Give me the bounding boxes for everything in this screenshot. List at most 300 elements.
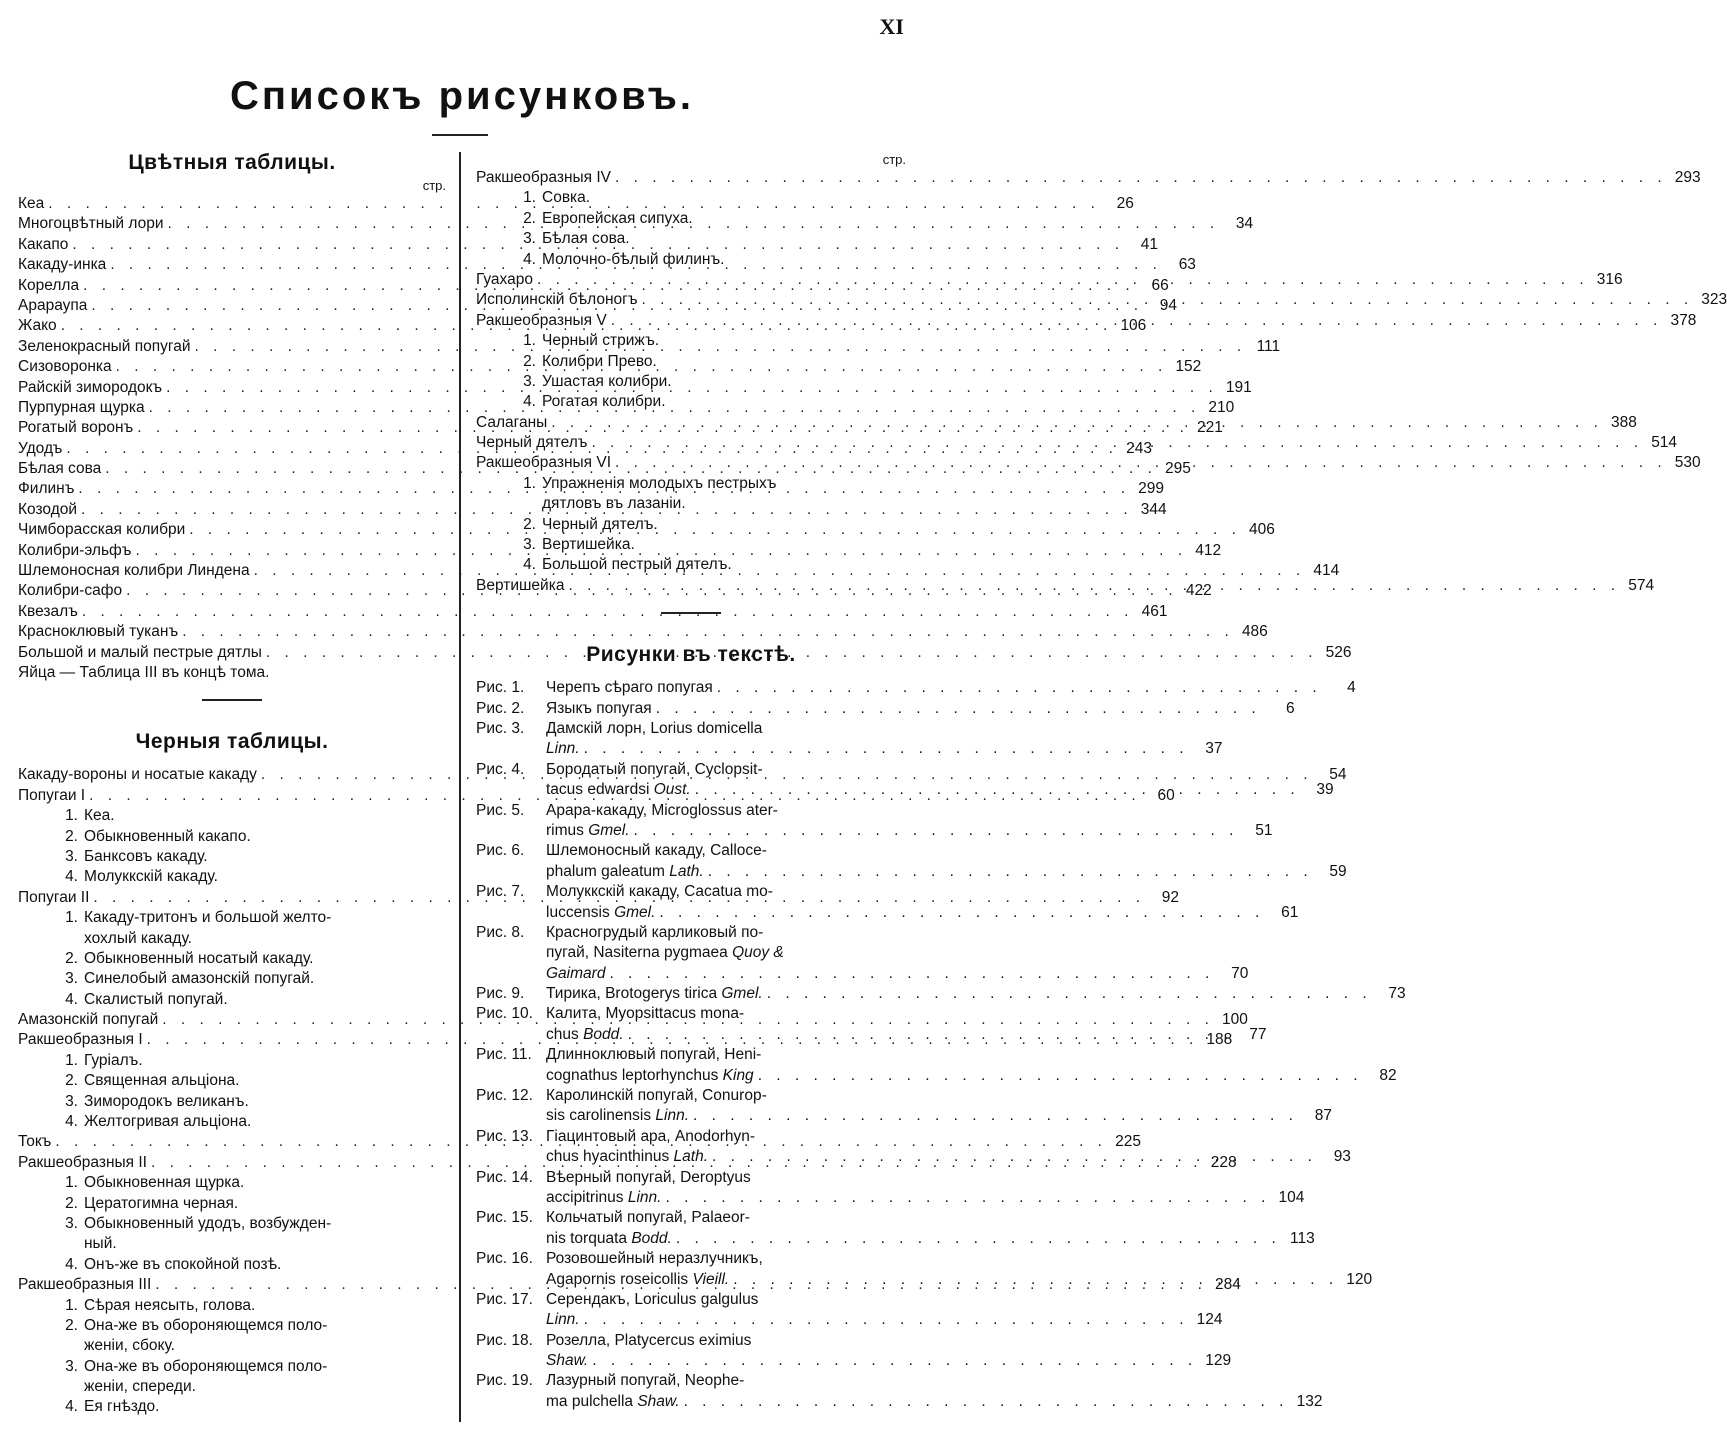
entry-label: Филинъ — [18, 480, 75, 498]
plate-subitem — [18, 1234, 446, 1254]
caption-line — [546, 1045, 1397, 1065]
caption-line — [546, 1331, 1231, 1351]
entry-page: 323 — [1701, 291, 1727, 309]
figure-number: Рис. 16. — [476, 1250, 533, 1268]
caption-text — [546, 1045, 761, 1065]
entry-page: 111 — [1256, 337, 1281, 355]
entry-page: 388 — [1611, 413, 1637, 431]
caption-segment: Agapornis roseicollis — [546, 1270, 693, 1288]
caption-line — [546, 1127, 1351, 1147]
figure-caption — [546, 1045, 1397, 1086]
section-divider — [661, 612, 721, 614]
caption-segment: Длинноклювый попугай, Heni- — [546, 1046, 762, 1064]
plate-subitem — [18, 1051, 446, 1071]
subitem-number: 1. — [65, 1051, 78, 1069]
figure-caption — [546, 719, 1223, 760]
subitem-text: Большой пестрый дятелъ. — [542, 556, 732, 574]
entry-page: 210 — [1208, 398, 1235, 416]
subitem-number: 1. — [523, 332, 536, 350]
figure-number: Рис. 4. — [476, 760, 525, 778]
subitem-text: хохлый какаду. — [84, 929, 192, 947]
figure-page: 61 — [1281, 903, 1299, 921]
subitem-text: Она-же въ обороняющемся поло- — [84, 1316, 328, 1334]
plate-subitem — [476, 535, 906, 555]
subitem-text: Обыкновенный удодъ, возбужден- — [84, 1214, 332, 1232]
caption-line — [546, 1351, 1231, 1371]
caption-segment: chus hyacinthinus — [546, 1148, 674, 1166]
figure-caption — [546, 1086, 1332, 1127]
leader-dots — [695, 780, 1300, 800]
plate-subitem — [476, 331, 906, 351]
figure-caption — [546, 1290, 1223, 1331]
subitem-text: Скалистый попугай. — [84, 990, 228, 1008]
plate-subitem — [18, 1112, 446, 1132]
caption-segment: Калита, Myopsittacus mona- — [546, 1005, 745, 1023]
caption-line — [546, 862, 1347, 882]
leader-dots — [767, 984, 1372, 1004]
subitem-number: 3. — [523, 372, 536, 390]
entry-label: Сизоворонка — [18, 358, 112, 376]
caption-segment: rimus — [546, 821, 589, 839]
caption-line — [546, 903, 1298, 923]
plate-subitem — [18, 969, 446, 989]
caption-line — [546, 780, 1334, 800]
figure-number: Рис. 11. — [476, 1046, 532, 1064]
entry-label: Какаду-инка — [18, 256, 107, 274]
entry-page: 106 — [1120, 317, 1147, 335]
entry-label: Какапо — [18, 235, 69, 253]
figure-caption — [546, 678, 1356, 698]
caption-line — [546, 1208, 1315, 1228]
subitem-text: Банксовъ какаду. — [84, 847, 208, 865]
caption-text — [546, 1004, 744, 1024]
figure-number: Рис. 10. — [476, 1005, 533, 1023]
author-name: King — [722, 1066, 754, 1084]
figure-entry — [476, 1331, 1232, 1372]
entry-page: 293 — [1674, 169, 1701, 186]
entry-page: 486 — [1241, 623, 1268, 641]
subitem-text: Вертишейка. — [542, 536, 635, 554]
caption-text — [546, 1127, 755, 1147]
plate-subitem — [18, 827, 446, 847]
caption-segment: Тирика, Brotogerys tirica — [546, 985, 722, 1003]
leader-dots — [717, 678, 1322, 698]
plate-subitem — [18, 1316, 446, 1336]
caption-text — [546, 841, 767, 861]
plate-subitem — [476, 229, 906, 249]
caption-text — [546, 1331, 751, 1351]
leader-dots — [584, 1310, 1189, 1330]
figure-caption — [546, 1127, 1351, 1168]
entry-label: Попугаи II — [18, 888, 90, 906]
figure-caption — [546, 1249, 1372, 1290]
figure-number: Рис. 13. — [476, 1127, 533, 1145]
caption-segment: chus — [546, 1025, 584, 1043]
leader-dots — [609, 964, 1214, 984]
subitem-number: 4. — [523, 250, 536, 268]
figure-number: Рис. 12. — [476, 1087, 533, 1105]
subitem-text: Черный стрижъ. — [542, 332, 660, 350]
plate-subitem — [18, 1214, 446, 1234]
plate-subitem — [18, 908, 446, 928]
author-name: Shaw. — [546, 1352, 589, 1370]
figure-page: 77 — [1249, 1025, 1267, 1043]
leader-dots — [708, 862, 1313, 882]
caption-text — [546, 780, 691, 800]
leader-dots — [642, 290, 1694, 310]
figure-entry — [476, 841, 1347, 882]
leader-dots — [591, 433, 1643, 453]
plate-subitem — [476, 474, 906, 494]
caption-segment: Красногрудый карликовый по- — [546, 923, 764, 941]
author-name: Vieill. — [692, 1270, 730, 1288]
entry-label: Попугаи I — [18, 786, 86, 804]
entry-page: 66 — [1151, 276, 1169, 294]
caption-text — [546, 882, 773, 902]
subitem-number: 2. — [65, 949, 78, 967]
caption-line — [546, 1004, 1267, 1024]
entry-page: 94 — [1159, 296, 1178, 314]
caption-text — [546, 1188, 661, 1208]
subitem-number: 2. — [65, 1194, 78, 1212]
subitem-text: Колибри Прево. — [542, 352, 657, 370]
figure-page: 4 — [1347, 679, 1356, 697]
figure-page: 120 — [1346, 1270, 1373, 1288]
subitem-text: женіи, сбоку. — [84, 1337, 175, 1355]
entry-label: Чимборасская колибри — [18, 521, 186, 539]
entry-label: Черный дятелъ — [476, 434, 588, 452]
figure-caption — [546, 760, 1334, 801]
black-tables-heading: Черныя таблицы. — [135, 730, 329, 754]
figure-page: 129 — [1205, 1352, 1232, 1370]
subitem-text: Ушастая колибри. — [542, 372, 672, 390]
entry-page: 316 — [1596, 270, 1623, 288]
plate-subitem — [476, 352, 906, 372]
figure-entry — [476, 801, 1273, 842]
subitem-number: 3. — [523, 536, 536, 554]
author-name: Gaimard — [546, 964, 606, 982]
caption-line — [546, 678, 1356, 698]
entry-page: 60 — [1157, 786, 1175, 804]
subitem-text: Молуккскій какаду. — [84, 868, 218, 886]
caption-segment: Розелла, Platycercus eximius — [546, 1331, 752, 1349]
entry-page: 92 — [1161, 888, 1180, 906]
plate-subitem — [476, 392, 906, 412]
caption-text — [546, 821, 630, 841]
subitem-text: Она-же въ обороняющемся поло- — [84, 1357, 328, 1375]
author-name: Oust. — [653, 781, 691, 799]
author-name: Gmel. — [614, 903, 656, 921]
caption-segment: cognathus leptorhynchus — [546, 1066, 723, 1084]
caption-text — [546, 719, 762, 739]
subitem-number: 4. — [65, 990, 78, 1008]
caption-segment: Каролинскій попугай, Conurop- — [546, 1087, 767, 1105]
figure-caption — [546, 699, 1295, 719]
subitem-number: 2. — [65, 1072, 78, 1090]
plate-subitem — [476, 515, 906, 535]
subitem-number: 1. — [65, 807, 78, 825]
subitem-text: женіи, спереди. — [84, 1378, 196, 1396]
entry-label: Райскій зимородокъ — [18, 378, 163, 396]
caption-line — [546, 841, 1347, 861]
figure-page: 6 — [1286, 699, 1295, 717]
entry-page: 41 — [1140, 235, 1159, 253]
figure-page: 113 — [1290, 1229, 1315, 1247]
entry-label: Колибри-сафо — [18, 582, 123, 600]
subitem-number: 4. — [65, 868, 78, 886]
figure-page: 104 — [1278, 1188, 1305, 1206]
leader-dots — [615, 453, 1667, 473]
subitem-text: Обыкновенный какапо. — [84, 827, 251, 845]
caption-line — [546, 923, 1248, 943]
figure-caption — [546, 1331, 1231, 1372]
caption-segment: Серендакъ, Loriculus galgulus — [546, 1290, 759, 1308]
figure-number: Рис. 17. — [476, 1290, 533, 1308]
leader-dots — [676, 1229, 1281, 1249]
author-name: Linn. — [546, 1311, 580, 1329]
caption-line — [546, 1290, 1223, 1310]
plate-subitem — [18, 929, 446, 949]
subitem-text: Бѣлая сова. — [542, 230, 630, 248]
leader-dots — [712, 1147, 1317, 1167]
subitem-text: Совка. — [542, 189, 591, 207]
plate-subitem — [18, 1255, 446, 1275]
figure-entry — [476, 1045, 1397, 1086]
entry-label: Гуахаро — [476, 270, 533, 288]
subitem-number: 2. — [523, 515, 536, 533]
page-column-label: стр. — [422, 178, 446, 193]
caption-line — [546, 719, 1223, 739]
figure-number: Рис. 3. — [476, 719, 525, 737]
caption-segment: Шлемоносный какаду, Calloce- — [546, 842, 767, 860]
entry-page: 406 — [1249, 521, 1275, 539]
entry-label: Козодой — [18, 500, 78, 518]
page-column-label: стр. — [882, 152, 906, 167]
caption-segment: Бородатый попугай, Cyclopsit- — [546, 760, 763, 778]
caption-text — [546, 1229, 672, 1249]
caption-segment: Лазурный попугай, Neophe- — [546, 1372, 745, 1390]
subitem-number: 4. — [65, 1255, 78, 1273]
leader-dots — [758, 1066, 1363, 1086]
caption-text — [546, 1106, 689, 1126]
subitem-text: Желтогривая альціона. — [84, 1113, 252, 1131]
subitem-number: 2. — [65, 827, 78, 845]
figure-entry — [476, 1208, 1315, 1249]
plate-entry — [476, 168, 1701, 188]
figure-entry — [476, 1086, 1332, 1127]
subitem-number: 1. — [65, 909, 78, 927]
leader-dots — [733, 1270, 1338, 1290]
caption-segment: Арара-какаду, Microglossus ater- — [546, 801, 778, 819]
entry-page: 228 — [1210, 1153, 1237, 1171]
caption-segment: nis torquata — [546, 1229, 632, 1247]
color-plate-entry — [18, 602, 1168, 622]
entry-page: 414 — [1313, 562, 1340, 580]
subitem-text: Синелобый амазонскій попугай. — [84, 970, 315, 988]
caption-line — [546, 1188, 1304, 1208]
subitem-text: Гуріалъ. — [84, 1051, 143, 1069]
plate-subitem — [18, 847, 446, 867]
caption-segment: Молуккскій какаду, Cacatua mo- — [546, 883, 773, 901]
plate-subitem — [18, 806, 446, 826]
caption-segment: пугай, Nasiterna pygmaea — [546, 944, 733, 962]
plate-subitem — [18, 1071, 446, 1091]
entry-page: 63 — [1178, 256, 1196, 274]
subitem-text: Молочно-бѣлый филинъ. — [542, 250, 725, 268]
leader-dots — [611, 311, 1663, 331]
entry-page: 243 — [1126, 439, 1152, 457]
entry-label: Ракшеобразныя V — [476, 311, 607, 329]
entry-label: Бѣлая сова — [18, 460, 102, 478]
entry-label: Удодъ — [18, 439, 63, 457]
subitem-text: Обыкновенный носатый какаду. — [84, 949, 314, 967]
figure-caption — [546, 1371, 1322, 1412]
figure-caption — [546, 1168, 1304, 1209]
caption-text — [546, 1168, 751, 1188]
entry-page: 422 — [1185, 582, 1212, 600]
leader-dots — [684, 1392, 1289, 1412]
page-title: Списокъ рисунковъ. — [229, 74, 695, 118]
entry-page: 530 — [1674, 454, 1701, 472]
figure-number: Рис. 18. — [476, 1331, 533, 1349]
caption-line — [546, 821, 1272, 841]
caption-text — [546, 1208, 750, 1228]
caption-text — [546, 1066, 754, 1086]
caption-segment: Вѣерный попугай, Deroptyus — [546, 1168, 751, 1186]
caption-line — [546, 1106, 1332, 1126]
entry-page: 221 — [1197, 419, 1223, 437]
leader-dots — [656, 699, 1261, 719]
caption-text — [546, 801, 778, 821]
entry-label: Амазонскій попугай — [18, 1011, 159, 1029]
caption-text — [546, 1249, 763, 1269]
figure-page: 87 — [1314, 1107, 1332, 1125]
entry-label: Арараупа — [18, 296, 88, 314]
caption-segment: Розовошейный неразлучникъ, — [546, 1250, 763, 1268]
figure-entry — [476, 1371, 1323, 1412]
figure-number: Рис. 2. — [476, 699, 525, 717]
subitem-number: 3. — [65, 1357, 78, 1375]
caption-segment: Кольчатый попугай, Palaeor- — [546, 1209, 750, 1227]
figure-number: Рис. 15. — [476, 1209, 533, 1227]
entry-label: Ракшеобразныя VI — [476, 454, 611, 472]
author-name: Lath. — [673, 1148, 709, 1166]
author-name: Bodd. — [583, 1025, 624, 1043]
subitem-number: 3. — [65, 847, 78, 865]
plate-subitem — [18, 1397, 446, 1417]
title-divider — [432, 134, 488, 136]
subitem-text: Сѣрая неясыть, голова. — [84, 1296, 256, 1314]
entry-label: Большой и малый пестрые дятлы — [18, 643, 262, 661]
leader-dots — [665, 1188, 1270, 1208]
plate-subitem — [18, 990, 446, 1010]
entry-label: Красноклювый туканъ — [18, 623, 179, 641]
leader-dots — [551, 413, 1603, 433]
figure-page: 59 — [1329, 862, 1347, 880]
entry-page: 295 — [1165, 460, 1191, 478]
subitem-text: Черный дятелъ. — [542, 515, 658, 533]
figure-caption — [546, 1208, 1315, 1249]
subitem-text: Зимородокъ великанъ. — [84, 1092, 249, 1110]
figure-page: 39 — [1316, 781, 1334, 799]
entry-label: Пурпурная щурка — [18, 398, 145, 416]
caption-line — [546, 1229, 1315, 1249]
caption-line — [546, 1392, 1322, 1412]
caption-text — [546, 1147, 708, 1167]
entry-page: 514 — [1651, 434, 1678, 452]
entry-label: Ракшеобразныя IV — [476, 169, 611, 186]
caption-line — [546, 984, 1406, 1004]
plate-subitem — [476, 188, 906, 208]
entry-page: 26 — [1116, 195, 1134, 212]
figure-entry — [476, 1168, 1305, 1209]
caption-line — [546, 1066, 1397, 1086]
figure-page: 70 — [1231, 964, 1249, 982]
caption-segment: phalum galeatum — [546, 862, 670, 880]
entry-label: Исполинскій бѣлоногъ — [476, 291, 638, 309]
subitem-number: 4. — [65, 1113, 78, 1131]
text-figures-heading: Рисунки въ текстѣ. — [586, 643, 796, 667]
author-name: Gmel. — [588, 821, 630, 839]
plate-subitem — [18, 867, 446, 887]
subitem-number: 2. — [523, 352, 536, 370]
subitem-text: дятловъ въ лазаніи. — [542, 495, 686, 513]
caption-text — [546, 1290, 758, 1310]
author-name: Linn. — [627, 1188, 662, 1206]
figure-caption — [546, 923, 1248, 984]
entry-page: 34 — [1235, 215, 1254, 233]
figure-caption — [546, 1004, 1267, 1045]
caption-segment: Черепъ сѣраго попугая — [546, 679, 713, 697]
subitem-number: 3. — [523, 230, 536, 248]
entry-label: Рогатый воронъ — [18, 419, 134, 437]
plate-subitem — [476, 250, 906, 270]
entry-label: Квезалъ — [18, 602, 78, 620]
subitem-text: Кеа. — [84, 807, 115, 825]
figure-number: Рис. 7. — [476, 883, 525, 901]
color-plate-entry — [18, 622, 1268, 642]
caption-line — [546, 699, 1295, 719]
leader-dots — [634, 821, 1239, 841]
caption-segment: Дамскій лорн, Lorius domicella — [546, 719, 763, 737]
plate-subitem — [18, 1377, 446, 1397]
subitem-text: Какаду-тритонъ и большой желто- — [84, 909, 332, 927]
plate-subitem — [18, 1336, 446, 1356]
figure-entry — [476, 923, 1249, 984]
caption-line — [546, 1086, 1332, 1106]
entry-label: Ракшеобразныя III — [18, 1276, 152, 1294]
caption-text — [546, 943, 784, 963]
figure-number: Рис. 8. — [476, 923, 525, 941]
figure-number: Рис. 19. — [476, 1372, 533, 1390]
subitem-text: Упражненія молодыхъ пестрыхъ — [542, 474, 777, 492]
entry-label: Ракшеобразныя II — [18, 1153, 147, 1171]
leader-dots — [628, 1025, 1233, 1045]
subitem-number: 3. — [65, 1214, 78, 1232]
caption-text — [546, 1086, 767, 1106]
plate-subitem — [476, 494, 906, 514]
leader-dots — [592, 1351, 1197, 1371]
leader-dots — [659, 903, 1264, 923]
plate-subitem — [18, 1296, 446, 1316]
leader-dots — [615, 168, 1667, 188]
subitem-number: 1. — [65, 1174, 78, 1192]
figure-page: 132 — [1296, 1392, 1323, 1410]
entry-page: 344 — [1140, 500, 1167, 518]
author-name: Shaw. — [637, 1392, 680, 1410]
plate-subitem — [18, 1092, 446, 1112]
entry-label: Салаганы — [476, 413, 548, 431]
